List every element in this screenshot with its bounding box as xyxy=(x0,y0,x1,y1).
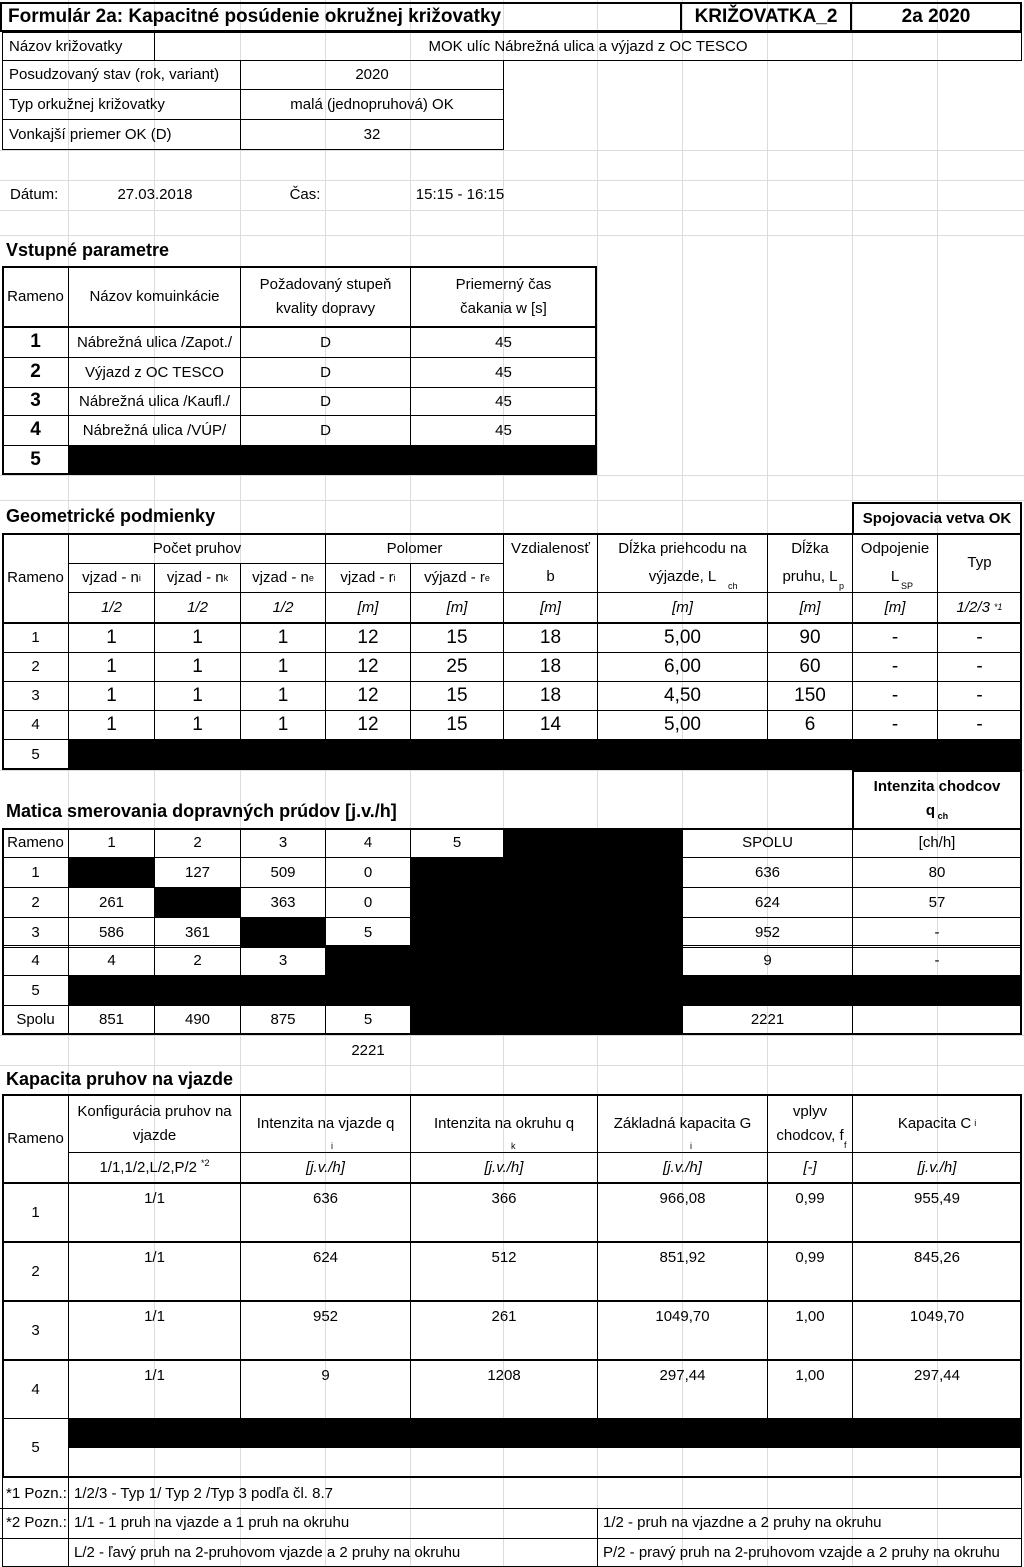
geom-h-typ: Typ xyxy=(937,533,1022,593)
matrix-cell-4-2: 2 xyxy=(154,945,241,976)
ped-value-1: 80 xyxy=(852,857,1022,888)
diameter-label: Vonkajší priemer OK (D) xyxy=(2,119,241,150)
time-label: Čas: xyxy=(289,186,321,203)
input-section-title: Vstupné parametre xyxy=(6,240,170,261)
cap-g-2: 851,92 xyxy=(597,1242,768,1301)
matrix-total-1: 851 xyxy=(68,1005,155,1035)
cap-u-g: [j.v./h] xyxy=(597,1152,768,1183)
matrix-col5-filled-3 xyxy=(410,917,504,948)
input-wait-3: 45 xyxy=(410,387,597,416)
matrix-col5-filled-2 xyxy=(410,887,504,918)
geom-nk-4: 1 xyxy=(154,710,241,740)
geom-ni-2: 1 xyxy=(68,652,155,682)
input-level-3: D xyxy=(240,387,411,416)
input-h-level: Požadovaný stupeň kvality dopravy xyxy=(240,266,411,327)
cap-u-qi: [j.v./h] xyxy=(240,1152,411,1183)
matrix-h-sum: SPOLU xyxy=(682,828,853,858)
input-name-3: Nábrežná ulica /Kaufl./ xyxy=(68,387,241,416)
geom-u-lsp: [m] xyxy=(852,592,938,623)
matrix-sum-3: 952 xyxy=(682,917,853,948)
note2-a: 1/1 - 1 pruh na vjazde a 1 pruh na okruhu xyxy=(74,1514,350,1531)
form-sheet: Formulár 2a: Kapacitné posúdenie okružnej križovatky KRIŽOVATKA_2 2a 2020 Názov križovatky MOK ulíc Nábrežná ulica a výjazd z OC TESCO Posudzovaný stav (rok, variant) 2020 Typ orkužnej križovatky malá (jednopruhová) OK Vonkajší priemer OK (D) 32 Dátum: 27.03.2018 Čas: 15:15 - 16:15 Vstupné parametre Rameno Názov komuinkácie Požadovaný stupeň kvality dopravy Priemerný čas čakania w [s] 1 Nábrežná ulica /Zapot./ D 45 2 Výjazd z OC TESCO D 45 3 Nábrežná ulica /Kaufl./ D 45 4 Nábrežná ulica /VÚP/ D 45 5 Geometrické podmienky Spojovacia vetva OK Rameno Počet pruhov Polomer vjzad - n i vjzad - n k vjzad - n e vjzad - r i výjazd - r e Vzdialenosť b Dĺžka priehcodu na výjazde, L ch Dĺžka pruhu, L p Odpojenie L SP Typ 1/2 1/2 1/2 [m] [m] [m] [m] [m] [m] 1/2/3 *1 Intenzita chodcov q $_{ch}$ Matica smerovania dopravných prúdov [j.v./h] Rameno 1 2 3 4 5 SPOLU [ch/h] 2221 Kapacita pruhov na vjazde Rameno Konfigurácia pruhov na vjazde Intenzita na vjazde q i Intenzita na okruhu q k Základná kapacita G i vplyv chodcov, f f Kapacita C i 1/1,1/2,L/2,P/2 $^{*2}$ [j.v./h] [j.v./h] [j.v./h] [-] [j.v./h] 5 *1 Pozn.: 1/2/3 - Typ 1/ Typ 2 /Typ 3 podľa čl. 8.7 *2 Pozn.: 1/1 - 1 pruh na vjazde a 1 pruh na okruhu 1/2 - pruh na vjazdne a 2 pruhy na okruhu L/2 - ľavý pruh na 2-pruhovom vjazde a 2 pruhy na okruhu P/2 - pravý pruh na 2-pruhovom vzajde a 2 pruhy na okruhu 1 1 1 1 12 15 18 5,00 90 - - 2 1 1 1 12 25 18 6,00 60 - - 3 1 1 1 12 15 18 4,50 150 - - 4 1 1 1 12 15 14 5,00 6 - - 5 1 127 509 0 636 80 2 261 363 0 624 57 3 586 361 5 952 - 4 4 2 3 9 - 5 Spolu 851 490 875 5 2221 1 1/1 636 366 966,08 0,99 955,49 2 1/1 624 512 851,92 0,99 845,26 3 1/1 952 261 1049,70 1,00 1049,70 4 1/1 9 1208 297,44 1,00 297,44 xyxy=(0,0,1024,1567)
geom-ni-1: 1 xyxy=(68,623,155,653)
geom-ri-4: 12 xyxy=(325,710,411,740)
cap-ff-4: 1,00 xyxy=(767,1360,853,1419)
geom-typ-1: - xyxy=(937,623,1022,653)
input-level-1: D xyxy=(240,327,411,358)
geom-u-nk: 1/2 xyxy=(154,592,241,623)
matrix-col-1: 1 xyxy=(68,828,155,858)
state-label: Posudzovaný stav (rok, variant) xyxy=(2,60,241,90)
geom-h-dist: Vzdialenosť b xyxy=(503,533,598,593)
cap-c-4: 297,44 xyxy=(852,1360,1022,1419)
matrix-total-label: Spolu xyxy=(2,1005,69,1035)
matrix-sum-4: 9 xyxy=(682,945,853,976)
cap-g-1: 966,08 xyxy=(597,1183,768,1242)
type-label: Typ orkužnej križovatky xyxy=(2,89,241,120)
matrix-diagonal-1 xyxy=(68,857,155,888)
intersection-code: KRIŽOVATKA_2 xyxy=(680,2,852,32)
geom-lp-2: 60 xyxy=(767,652,853,682)
cap-arm-3: 3 xyxy=(2,1301,69,1360)
matrix-total-4: 5 xyxy=(325,1005,411,1035)
input-name-1: Nábrežná ulica /Zapot./ xyxy=(68,327,241,358)
geom-ne-4: 1 xyxy=(240,710,326,740)
geom-b-2: 18 xyxy=(503,652,598,682)
cap-qi-1: 636 xyxy=(240,1183,411,1242)
cap-u-ff: [-] xyxy=(767,1152,853,1183)
geom-ri-3: 12 xyxy=(325,681,411,711)
cap-u-qk: [j.v./h] xyxy=(410,1152,598,1183)
geom-h-lanes: Počet pruhov xyxy=(68,533,326,564)
geom-arm-5: 5 xyxy=(2,739,69,770)
note1-label: *1 Pozn.: xyxy=(6,1484,67,1502)
input-arm-5: 5 xyxy=(2,445,69,475)
note2-d: P/2 - pravý pruh na 2-pruhovom vzajde a 2 pruhy na okruhu xyxy=(603,1543,1000,1561)
cap-arm-1: 1 xyxy=(2,1183,69,1242)
geom-lp-4: 6 xyxy=(767,710,853,740)
geom-re-4: 15 xyxy=(410,710,504,740)
matrix-sum-1: 636 xyxy=(682,857,853,888)
geom-lsp-3: - xyxy=(852,681,938,711)
matrix-arm-3: 3 xyxy=(2,917,69,948)
cap-conf-3: 1/1 xyxy=(68,1301,241,1360)
date-label: Dátum: xyxy=(10,186,59,203)
note1-text: 1/2/3 - Typ 1/ Typ 2 /Typ 3 podľa čl. 8.7 xyxy=(74,1484,333,1502)
geom-u-re: [m] xyxy=(410,592,504,623)
matrix-section-title: Matica smerovania dopravných prúdov [j.v./h] xyxy=(6,801,397,822)
cap-c-1: 955,49 xyxy=(852,1183,1022,1242)
geom-typ-3: - xyxy=(937,681,1022,711)
geom-arm-4: 4 xyxy=(2,710,69,740)
geom-b-3: 18 xyxy=(503,681,598,711)
geom-u-lch: [m] xyxy=(597,592,768,623)
cap-h-qi: Intenzita na vjazde q xyxy=(256,1114,395,1132)
geom-ne-1: 1 xyxy=(240,623,326,653)
input-arm-2: 2 xyxy=(2,357,69,388)
cap-u-c: [j.v./h] xyxy=(852,1152,1022,1183)
geom-lsp-1: - xyxy=(852,623,938,653)
geom-u-lp: [m] xyxy=(767,592,853,623)
capacity-section-title: Kapacita pruhov na vjazde xyxy=(6,1069,234,1090)
geom-h-re: výjazd - r xyxy=(424,569,485,586)
cap-row-5-filled xyxy=(68,1418,1022,1448)
input-arm-4: 4 xyxy=(2,415,69,446)
cap-qi-2: 624 xyxy=(240,1242,411,1301)
geom-nk-1: 1 xyxy=(154,623,241,653)
geom-ni-4: 1 xyxy=(68,710,155,740)
geom-typ-4: - xyxy=(937,710,1022,740)
note2-label: *2 Pozn.: xyxy=(6,1514,67,1531)
matrix-total-3: 875 xyxy=(240,1005,326,1035)
name-value: MOK ulíc Nábrežná ulica a výjazd z OC TESCO xyxy=(154,32,1022,61)
geom-lp-3: 150 xyxy=(767,681,853,711)
geom-h-lp: Dĺžka pruhu, L xyxy=(782,540,838,585)
cap-h-conf: Konfigurácia pruhov na vjazde xyxy=(68,1094,241,1153)
cap-qk-1: 366 xyxy=(410,1183,598,1242)
geom-b-1: 18 xyxy=(503,623,598,653)
time-value: 15:15 - 16:15 xyxy=(415,186,505,203)
geom-row-5-filled xyxy=(68,739,1022,770)
matrix-cell-4-1: 4 xyxy=(68,945,155,976)
geom-h-ne: vjzad - n xyxy=(252,569,309,586)
input-wait-1: 45 xyxy=(410,327,597,358)
form-title: Formulár 2a: Kapacitné posúdenie okružnej križovatky xyxy=(0,2,682,32)
matrix-sum-2: 624 xyxy=(682,887,853,918)
matrix-cell-3-4: 5 xyxy=(325,917,411,948)
matrix-col-3: 3 xyxy=(240,828,326,858)
geom-re-1: 15 xyxy=(410,623,504,653)
note2-c: L/2 - ľavý pruh na 2-pruhovom vjazde a 2 pruhy na okruhu xyxy=(74,1543,461,1561)
cap-qk-4: 1208 xyxy=(410,1360,598,1419)
matrix-arm-4: 4 xyxy=(2,945,69,976)
ped-symbol: q xyxy=(925,802,936,820)
ped-value-3: - xyxy=(852,917,1022,948)
matrix-diagonal-2 xyxy=(154,887,241,918)
matrix-total-ped-empty xyxy=(852,1005,1022,1035)
geom-section-title: Geometrické podmienky xyxy=(6,506,216,527)
geom-h-ni: vjzad - n xyxy=(82,569,139,586)
matrix-col5-filled-1 xyxy=(410,857,504,888)
matrix-total-2: 490 xyxy=(154,1005,241,1035)
matrix-col-4: 4 xyxy=(325,828,411,858)
geom-h-ri: vjzad - r xyxy=(340,569,394,586)
matrix-arm-5: 5 xyxy=(2,975,69,1006)
matrix-total-col5-filled xyxy=(410,1005,504,1035)
ped-value-4: - xyxy=(852,945,1022,976)
variant-code: 2a 2020 xyxy=(850,2,1022,32)
cap-ff-2: 0,99 xyxy=(767,1242,853,1301)
cap-conf-4: 1/1 xyxy=(68,1360,241,1419)
cap-conf-1: 1/1 xyxy=(68,1183,241,1242)
cap-h-qk: Intenzita na okruhu q xyxy=(433,1114,575,1132)
input-name-2: Výjazd z OC TESCO xyxy=(68,357,241,388)
cap-g-4: 297,44 xyxy=(597,1360,768,1419)
geom-re-2: 25 xyxy=(410,652,504,682)
ped-unit: [ch/h] xyxy=(852,828,1022,858)
geom-lch-2: 6,00 xyxy=(597,652,768,682)
cap-c-3: 1049,70 xyxy=(852,1301,1022,1360)
input-level-2: D xyxy=(240,357,411,388)
cap-ff-1: 0,99 xyxy=(767,1183,853,1242)
input-level-4: D xyxy=(240,415,411,446)
ped-title: Intenzita chodcov xyxy=(873,778,1001,796)
input-wait-4: 45 xyxy=(410,415,597,446)
matrix-cell-2-1: 261 xyxy=(68,887,155,918)
name-label: Názov križovatky xyxy=(2,32,155,61)
input-arm-1: 1 xyxy=(2,327,69,358)
cap-g-3: 1049,70 xyxy=(597,1301,768,1360)
matrix-cell-1-3: 509 xyxy=(240,857,326,888)
cap-h-g: Základná kapacita G xyxy=(613,1114,752,1132)
cap-c-2: 845,26 xyxy=(852,1242,1022,1301)
cap-ff-3: 1,00 xyxy=(767,1301,853,1360)
matrix-check-total: 2221 xyxy=(351,1041,385,1059)
matrix-cell-2-4: 0 xyxy=(325,887,411,918)
matrix-diagonal-4 xyxy=(325,945,411,976)
geom-typ-2: - xyxy=(937,652,1022,682)
geom-h-arm: Rameno xyxy=(2,533,69,623)
cap-arm-5: 5 xyxy=(2,1418,69,1478)
geom-u-ne: 1/2 xyxy=(240,592,326,623)
matrix-cell-2-3: 363 xyxy=(240,887,326,918)
input-h-arm: Rameno xyxy=(2,266,69,327)
connect-title: Spojovacia vetva OK xyxy=(852,502,1022,534)
matrix-cell-1-2: 127 xyxy=(154,857,241,888)
ped-value-2: 57 xyxy=(852,887,1022,918)
cap-conf-2: 1/1 xyxy=(68,1242,241,1301)
matrix-diagonal-3 xyxy=(240,917,326,948)
matrix-cell-3-1: 586 xyxy=(68,917,155,948)
geom-ri-2: 12 xyxy=(325,652,411,682)
matrix-row-5-filled xyxy=(68,975,1022,1006)
matrix-arm-2: 2 xyxy=(2,887,69,918)
matrix-arm-1: 1 xyxy=(2,857,69,888)
geom-nk-3: 1 xyxy=(154,681,241,711)
matrix-cell-3-2: 361 xyxy=(154,917,241,948)
geom-u-dist: [m] xyxy=(503,592,598,623)
geom-arm-1: 1 xyxy=(2,623,69,653)
input-h-wait: Priemerný čas čakania w [s] xyxy=(410,266,597,327)
matrix-cell-4-3: 3 xyxy=(240,945,326,976)
input-wait-2: 45 xyxy=(410,357,597,388)
geom-b-4: 14 xyxy=(503,710,598,740)
input-arm-3: 3 xyxy=(2,387,69,416)
cap-h-ff: vplyv chodcov, f xyxy=(776,1102,844,1144)
geom-u-typ: 1/2/3 xyxy=(956,598,990,616)
geom-re-3: 15 xyxy=(410,681,504,711)
diameter-value: 32 xyxy=(240,119,504,150)
cap-qi-4: 9 xyxy=(240,1360,411,1419)
cap-qk-3: 261 xyxy=(410,1301,598,1360)
cap-qk-2: 512 xyxy=(410,1242,598,1301)
cap-arm-2: 2 xyxy=(2,1242,69,1301)
geom-u-ri: [m] xyxy=(325,592,411,623)
state-value: 2020 xyxy=(240,60,504,90)
matrix-col-5: 5 xyxy=(410,828,504,858)
geom-lsp-4: - xyxy=(852,710,938,740)
cap-u-conf: 1/1,1/2,L/2,P/2 xyxy=(99,1158,198,1176)
matrix-col5-filled-4 xyxy=(410,945,504,976)
note2-b: 1/2 - pruh na vjazdne a 2 pruhy na okruhu xyxy=(603,1514,882,1531)
geom-lp-1: 90 xyxy=(767,623,853,653)
cap-arm-4: 4 xyxy=(2,1360,69,1419)
cap-h-arm: Rameno xyxy=(2,1094,69,1183)
date-value: 27.03.2018 xyxy=(117,186,193,203)
matrix-col-2: 2 xyxy=(154,828,241,858)
geom-lsp-2: - xyxy=(852,652,938,682)
input-h-name: Názov komuinkácie xyxy=(68,266,241,327)
input-name-4: Nábrežná ulica /VÚP/ xyxy=(68,415,241,446)
matrix-cell-1-4: 0 xyxy=(325,857,411,888)
geom-h-lch: Dĺžka priehcodu na výjazde, L xyxy=(618,540,747,585)
cap-h-c: Kapacita C xyxy=(897,1114,972,1132)
matrix-h-arm: Rameno xyxy=(2,828,69,858)
cap-qi-3: 952 xyxy=(240,1301,411,1360)
geom-arm-3: 3 xyxy=(2,681,69,711)
geom-lch-4: 5,00 xyxy=(597,710,768,740)
matrix-total-sum: 2221 xyxy=(682,1005,853,1035)
geom-ri-1: 12 xyxy=(325,623,411,653)
geom-h-nk: vjzad - n xyxy=(166,569,224,586)
geom-lch-3: 4,50 xyxy=(597,681,768,711)
input-row-5-filled xyxy=(68,445,597,475)
geom-nk-2: 1 xyxy=(154,652,241,682)
geom-ne-3: 1 xyxy=(240,681,326,711)
geom-ni-3: 1 xyxy=(68,681,155,711)
geom-u-ni: 1/2 xyxy=(68,592,155,623)
geom-ne-2: 1 xyxy=(240,652,326,682)
geom-arm-2: 2 xyxy=(2,652,69,682)
geom-lch-1: 5,00 xyxy=(597,623,768,653)
geom-h-lsp: Odpojenie L xyxy=(860,540,930,585)
type-value: malá (jednopruhová) OK xyxy=(240,89,504,120)
geom-h-radius: Polomer xyxy=(325,533,504,564)
